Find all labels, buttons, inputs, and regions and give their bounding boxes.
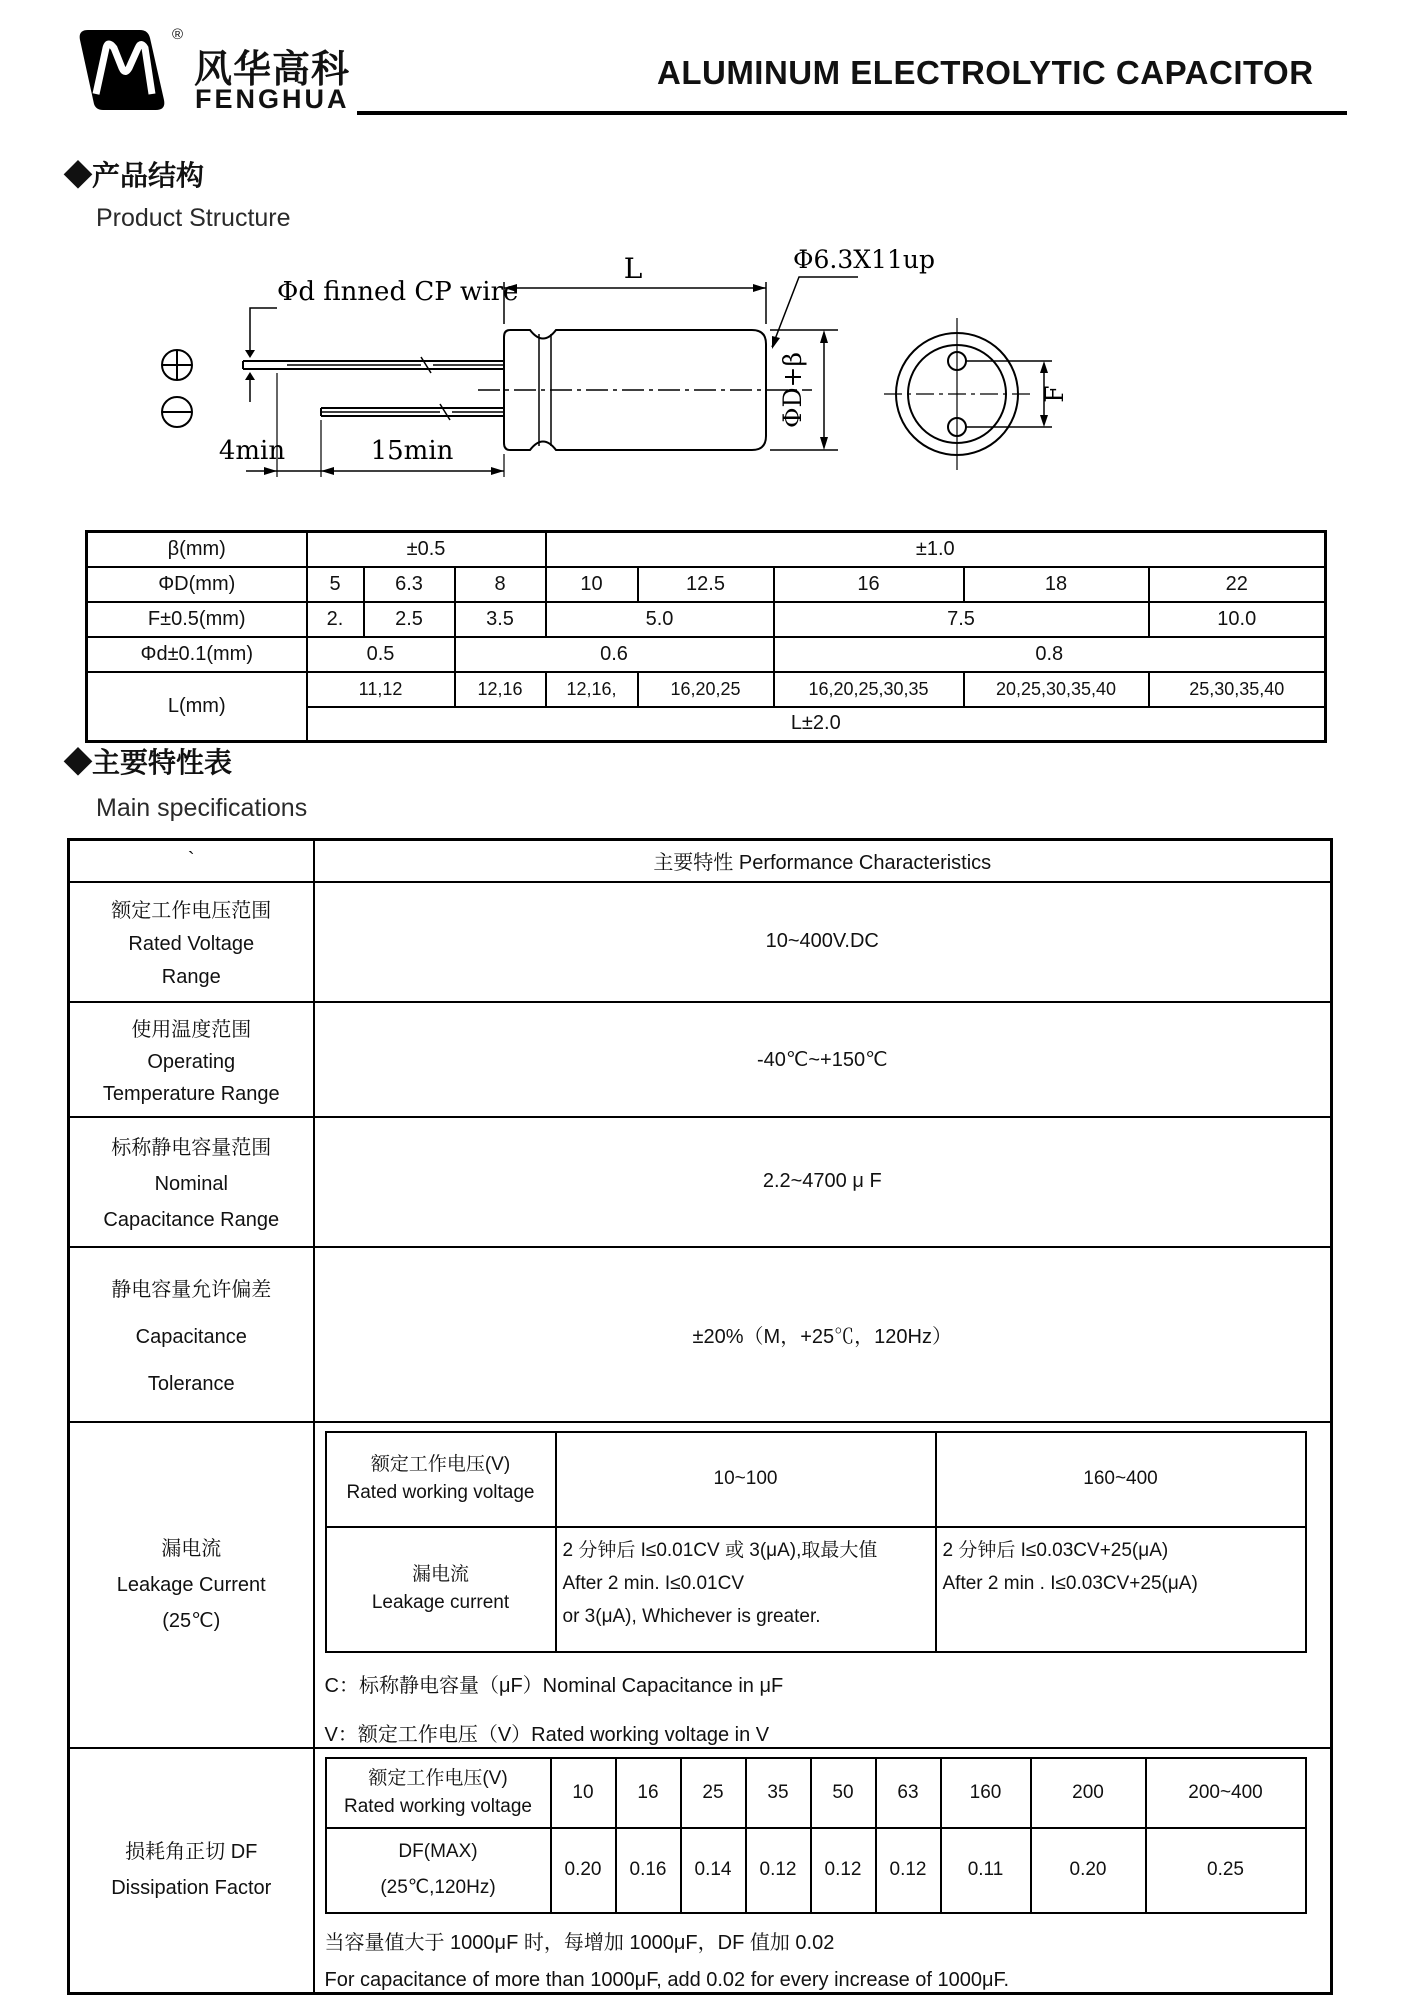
label-temp: (25℃) bbox=[162, 1609, 221, 1632]
section-main-specs-en: Main specifications bbox=[96, 794, 308, 822]
drawing-pitch-label: F bbox=[1040, 385, 1069, 403]
df-inner-table bbox=[325, 1757, 1307, 1914]
dim-cell: 12.5 bbox=[638, 567, 774, 602]
leakage-low-line: After 2 min. I≤0.01CV bbox=[562, 1572, 745, 1594]
df-note-en: For capacitance of more than 1000μF, add 0.02 for every increase of 1000μF. bbox=[324, 1968, 1010, 1991]
label-cn: 损耗角正切 DF bbox=[125, 1841, 258, 1863]
label-en: Capacitance bbox=[135, 1325, 247, 1348]
leakage-range-high: 160~400 bbox=[936, 1432, 1306, 1527]
dimension-table bbox=[85, 530, 1327, 743]
df-value: 0.25 bbox=[1146, 1828, 1306, 1913]
dim-label-phiD: ΦD(mm) bbox=[87, 567, 307, 602]
temperature-value: -40℃~+150℃ bbox=[314, 1002, 1332, 1117]
df-value: 0.16 bbox=[616, 1828, 681, 1913]
df-label: DF(MAX) bbox=[398, 1840, 478, 1862]
df-voltage-row bbox=[326, 1758, 1306, 1828]
label-cn: 标称静电容量范围 bbox=[111, 1137, 272, 1160]
dim-L-tolerance: L±2.0 bbox=[307, 707, 1326, 742]
dim-cell: 12,16, bbox=[546, 672, 638, 707]
spec-header-row bbox=[69, 840, 1332, 882]
leakage-low-line: 2 分钟后 I≤0.01CV 或 3(μA),取最大值 bbox=[562, 1539, 878, 1561]
dim-cell: 0.6 bbox=[455, 637, 774, 672]
dim-cell: 0.5 bbox=[307, 637, 455, 672]
page-title: ALUMINUM ELECTROLYTIC CAPACITOR bbox=[657, 54, 1314, 91]
dim-cell: 16,20,25,30,35 bbox=[774, 672, 964, 707]
dim-cell: 7.5 bbox=[774, 602, 1149, 637]
label-cn: 漏电流 bbox=[161, 1537, 222, 1560]
label-en: Nominal bbox=[154, 1173, 228, 1195]
df-voltage: 50 bbox=[811, 1758, 876, 1828]
spec-table bbox=[67, 838, 1333, 1995]
df-voltage: 16 bbox=[616, 1758, 681, 1828]
df-voltage: 25 bbox=[681, 1758, 746, 1828]
label-en: Rated Voltage bbox=[128, 933, 255, 955]
df-voltage: 200~400 bbox=[1146, 1758, 1306, 1828]
dim-cell: 5.0 bbox=[546, 602, 774, 637]
dim-cell: 16,20,25 bbox=[638, 672, 774, 707]
logo-text-cn: 风华高科 bbox=[194, 49, 351, 91]
dim-cell: 22 bbox=[1149, 567, 1326, 602]
dim-cell: 3.5 bbox=[455, 602, 546, 637]
dim-label-F: F±0.5(mm) bbox=[87, 602, 307, 637]
drawing-length-label: L bbox=[623, 252, 643, 285]
inner-label-en: Rated working voltage bbox=[346, 1482, 535, 1503]
dim-beta-small: ±0.5 bbox=[307, 532, 546, 567]
dim-cell: 25,30,35,40 bbox=[1149, 672, 1326, 707]
inner-label-cn: 漏电流 bbox=[411, 1564, 469, 1586]
label-en: Dissipation Factor bbox=[111, 1877, 272, 1899]
drawing-dim-4min: 4min bbox=[218, 436, 286, 466]
spec-header: 主要特性 Performance Characteristics bbox=[314, 840, 1332, 882]
drawing-sleeve-label: Φ6.3X11up bbox=[793, 245, 935, 274]
section-product-structure-cn: ◆产品结构 bbox=[64, 160, 205, 191]
leakage-low-line: or 3(μA), Whichever is greater. bbox=[562, 1606, 821, 1627]
spec-row-df bbox=[69, 1748, 1332, 1994]
dim-row-phiD bbox=[87, 567, 1326, 602]
df-voltage: 63 bbox=[876, 1758, 941, 1828]
leakage-high-line: After 2 min . I≤0.03CV+25(μA) bbox=[942, 1572, 1198, 1594]
df-value: 0.20 bbox=[551, 1828, 616, 1913]
df-value: 0.20 bbox=[1031, 1828, 1146, 1913]
spec-row-leakage bbox=[69, 1422, 1332, 1748]
capacitance-value: 2.2~4700 μ F bbox=[314, 1117, 1332, 1247]
polarity-minus-icon bbox=[162, 397, 192, 427]
label-cn: 使用温度范围 bbox=[131, 1018, 252, 1041]
leakage-high-line: 2 分钟后 I≤0.03CV+25(μA) bbox=[942, 1539, 1169, 1561]
dim-cell: 6.3 bbox=[364, 567, 455, 602]
registered-mark: ® bbox=[172, 26, 184, 43]
drawing-dim-15min: 15min bbox=[370, 436, 454, 466]
df-note-cn: 当容量值大于 1000μF 时，每增加 1000μF，DF 值加 0.02 bbox=[324, 1931, 835, 1954]
leakage-spec-row bbox=[326, 1527, 1306, 1652]
inner-label-cn: 额定工作电压(V) bbox=[368, 1767, 508, 1789]
inner-label-cn: 额定工作电压(V) bbox=[370, 1454, 511, 1476]
dim-cell: 10.0 bbox=[1149, 602, 1326, 637]
section-product-structure-en: Product Structure bbox=[96, 204, 291, 232]
df-value: 0.14 bbox=[681, 1828, 746, 1913]
dim-cell: 5 bbox=[307, 567, 364, 602]
inner-label-en: Leakage current bbox=[371, 1592, 510, 1613]
dim-beta-large: ±1.0 bbox=[546, 532, 1326, 567]
spec-corner-mark: ` bbox=[69, 840, 314, 882]
df-value: 0.12 bbox=[876, 1828, 941, 1913]
dim-cell: 2.5 bbox=[364, 602, 455, 637]
leakage-inner-table bbox=[325, 1431, 1307, 1653]
df-label: (25℃,120Hz) bbox=[380, 1877, 496, 1898]
df-voltage: 10 bbox=[551, 1758, 616, 1828]
dim-cell: 16 bbox=[774, 567, 964, 602]
leakage-note-v: V：额定工作电压（V）Rated working voltage in V bbox=[324, 1723, 770, 1746]
leakage-range-low: 10~100 bbox=[556, 1432, 936, 1527]
spec-row-rated-voltage bbox=[69, 882, 1332, 1002]
drawing-diameter-label: ΦD+β bbox=[778, 352, 807, 428]
spec-row-tolerance bbox=[69, 1247, 1332, 1422]
tolerance-value: ±20%（M，+25℃，120Hz） bbox=[314, 1247, 1332, 1422]
polarity-plus-icon bbox=[162, 350, 192, 380]
label-en: Temperature Range bbox=[102, 1082, 280, 1105]
dim-cell: 18 bbox=[964, 567, 1149, 602]
dim-label-beta: β(mm) bbox=[87, 532, 307, 567]
label-cn: 静电容量允许偏差 bbox=[111, 1278, 272, 1301]
leakage-voltage-row bbox=[326, 1432, 1306, 1527]
label-en: Operating bbox=[147, 1050, 236, 1073]
dim-cell: 12,16 bbox=[455, 672, 546, 707]
dim-cell: 20,25,30,35,40 bbox=[964, 672, 1149, 707]
dim-cell: 2. bbox=[307, 602, 364, 637]
spec-row-temperature bbox=[69, 1002, 1332, 1117]
df-voltage: 160 bbox=[941, 1758, 1031, 1828]
inner-label-en: Rated working voltage bbox=[344, 1795, 532, 1817]
dim-row-phid bbox=[87, 637, 1326, 672]
logo-text-en: FENGHUA bbox=[195, 84, 350, 114]
rated-voltage-value: 10~400V.DC bbox=[314, 882, 1332, 1002]
df-voltage: 200 bbox=[1031, 1758, 1146, 1828]
label-en: Tolerance bbox=[147, 1372, 235, 1395]
dim-row-F bbox=[87, 602, 1326, 637]
label-en: Range bbox=[161, 966, 221, 989]
spec-row-capacitance bbox=[69, 1117, 1332, 1247]
df-value: 0.12 bbox=[746, 1828, 811, 1913]
dim-row-L bbox=[87, 672, 1326, 707]
dim-cell: 8 bbox=[455, 567, 546, 602]
dim-cell: 11,12 bbox=[307, 672, 455, 707]
df-value: 0.12 bbox=[811, 1828, 876, 1913]
df-value: 0.11 bbox=[941, 1828, 1031, 1913]
label-cn: 额定工作电压范围 bbox=[111, 899, 272, 922]
dim-cell: 0.8 bbox=[774, 637, 1326, 672]
section-main-specs-cn: ◆主要特性表 bbox=[64, 747, 233, 778]
dim-label-L: L(mm) bbox=[87, 672, 307, 742]
drawing-lead-label: Φd finned CP wire bbox=[277, 277, 519, 307]
label-en: Capacitance Range bbox=[103, 1208, 280, 1231]
dim-cell: 10 bbox=[546, 567, 638, 602]
df-voltage: 35 bbox=[746, 1758, 811, 1828]
label-en: Leakage Current bbox=[116, 1573, 266, 1596]
df-value-row bbox=[326, 1828, 1306, 1913]
dim-label-phid: Φd±0.1(mm) bbox=[87, 637, 307, 672]
dim-row-beta bbox=[87, 532, 1326, 567]
leakage-note-c: C：标称静电容量（μF）Nominal Capacitance in μF bbox=[324, 1674, 784, 1697]
